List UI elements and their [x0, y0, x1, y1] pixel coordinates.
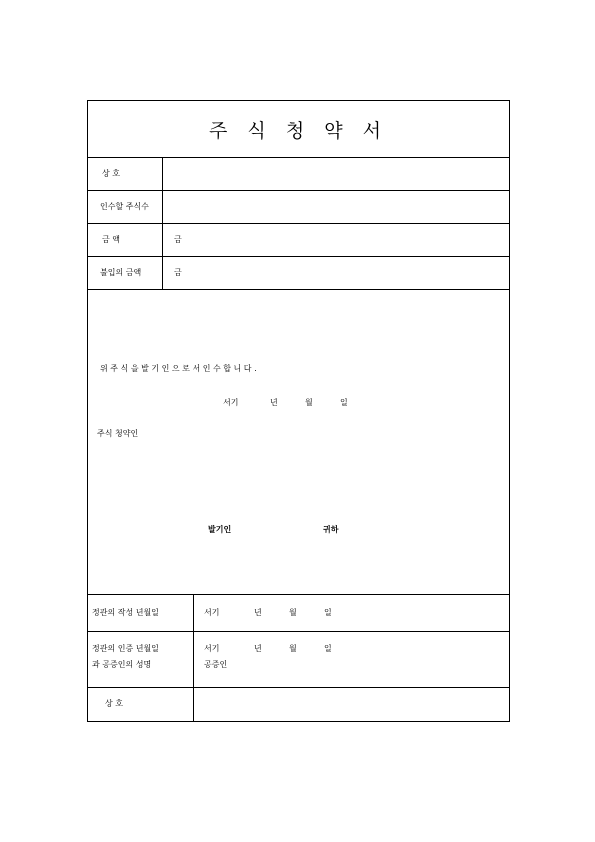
form-title: 주 식 청 약 서	[209, 120, 388, 142]
column-divider	[193, 594, 194, 721]
shares-label: 인수할 주식수	[100, 202, 149, 211]
charter-cert-year-label: 서기	[204, 644, 220, 653]
amount-label: 금 액	[102, 235, 120, 244]
charter-cert-month-unit: 월	[289, 644, 297, 653]
charter-created-day-unit: 일	[324, 608, 332, 617]
charter-cert-day-unit: 일	[324, 644, 332, 653]
column-divider	[162, 157, 163, 289]
promoter-label: 발기인	[208, 525, 232, 534]
divider-line	[88, 256, 509, 257]
date-month-unit: 월	[305, 398, 313, 407]
charter-cert-label-line1: 정관의 인증 년월일	[92, 644, 159, 653]
charter-cert-label-line2: 과 공증인의 성명	[92, 660, 152, 669]
trade-name-label: 상 호	[102, 169, 120, 178]
charter-created-year-label: 서기	[204, 608, 220, 617]
divider-line	[88, 594, 509, 595]
date-year-unit: 년	[270, 398, 278, 407]
subscriber-label: 주식 청약인	[97, 429, 139, 438]
divider-line	[88, 190, 509, 191]
date-day-unit: 일	[340, 398, 348, 407]
divider-line	[88, 289, 509, 290]
divider-line	[88, 687, 509, 688]
divider-line	[88, 223, 509, 224]
payment-label: 불입의 금액	[100, 268, 142, 277]
date-year-label: 서기	[223, 398, 239, 407]
charter-cert-year-unit: 년	[254, 644, 262, 653]
charter-created-label: 정관의 작성 년월일	[92, 608, 159, 617]
divider-line	[88, 157, 509, 158]
subscription-statement: 위 주 식 을 발 기 인 으 로 서 인 수 합 니 다 .	[100, 364, 257, 373]
amount-value: 금	[174, 235, 182, 244]
subscription-form	[87, 100, 510, 722]
charter-created-month-unit: 월	[289, 608, 297, 617]
divider-line	[88, 631, 509, 632]
addressee-label: 귀하	[323, 525, 339, 534]
payment-value: 금	[174, 268, 182, 277]
bottom-trade-name-label: 상 호	[105, 699, 123, 708]
notary-label: 공증인	[204, 660, 228, 669]
charter-created-year-unit: 년	[254, 608, 262, 617]
